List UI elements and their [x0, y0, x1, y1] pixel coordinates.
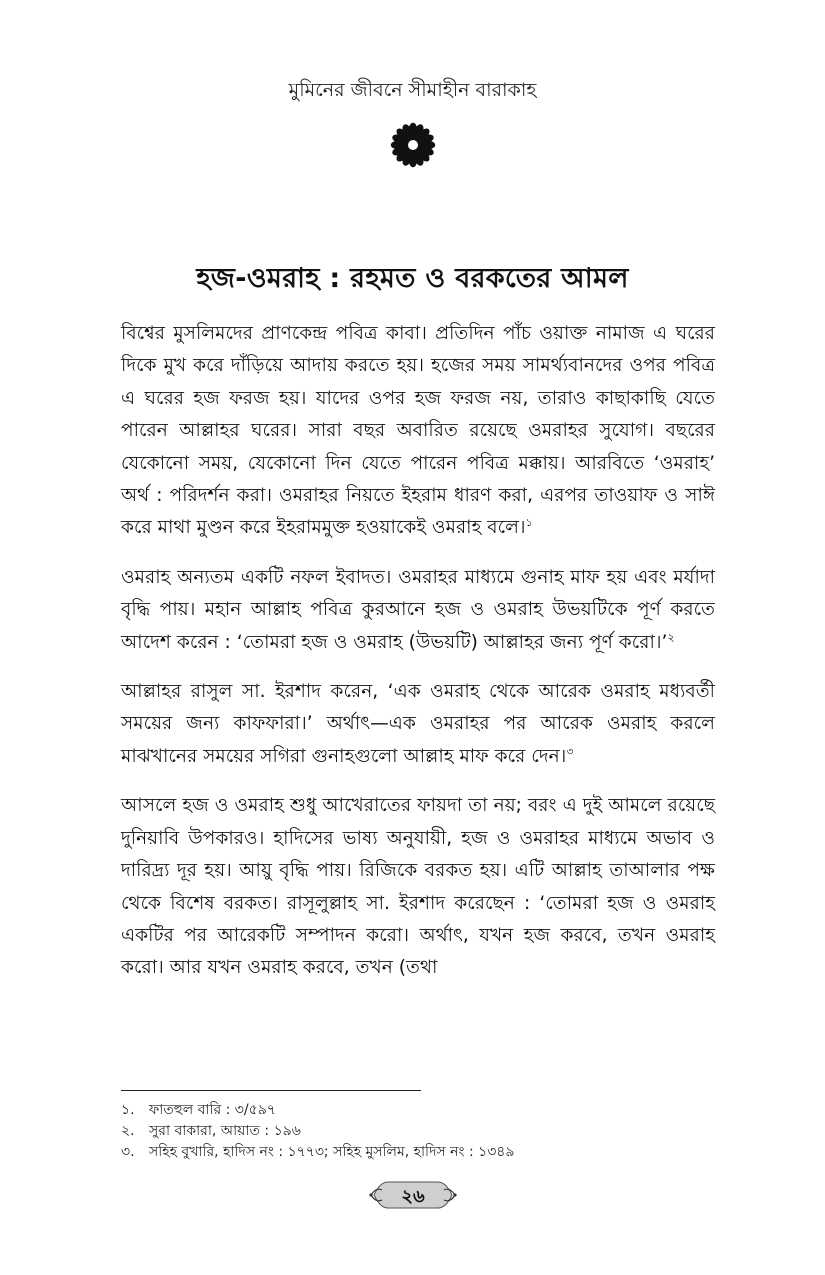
footnote-1: [121, 1100, 715, 1121]
footnote-number: ২.: [121, 1123, 135, 1139]
chapter-title: হজ-ওমরাহ : রহমত ও বরকতের আমল: [196, 263, 629, 294]
page-number: ২৬: [401, 1186, 425, 1207]
footnote-mark-1[interactable]: ১: [525, 516, 533, 530]
footnote-number: ৩.: [121, 1144, 135, 1160]
footnote-mark-3[interactable]: ৩: [566, 744, 574, 758]
footnote-number: ১.: [121, 1102, 135, 1118]
footnote-2: [121, 1121, 715, 1142]
footnote-rule: [121, 1090, 421, 1091]
footnote-3: [121, 1142, 715, 1163]
page-number-frame: [368, 1178, 458, 1212]
paragraph-3: আল্লাহর রাসুল সা. ইরশাদ করেন, ‘এক ওমরাহ থেকে আরেক ওমরাহ মধ্যবর্তী সময়ের জন্য কাফফারা।’ অর্থাৎ—এক ওমরাহর পর আরেক ওমরাহ করলে মাঝখানের সময়ের সগিরা গুনাহগুলো আল্লাহ মাফ করে দেন।$^৩$: [121, 681, 715, 767]
body-text: [121, 318, 715, 1002]
footnote-text: সুরা বাকারা, আয়াত : ১৯৬: [149, 1123, 301, 1139]
paragraph-1: বিশ্বের মুসলিমদের প্রাণকেন্দ্র পবিত্র কাবা। প্রতিদিন পাঁচ ওয়াক্ত নামাজ এ ঘরের দিকে মুখ করে দাঁড়িয়ে আদায় করতে হয়। হজের সময় সামর্থ্যবানদের ওপর পবিত্র এ ঘরের হজ ফরজ হয়। যাদের ওপর হজ ফরজ নয়, তারাও কাছাকাছি যেতে পারেন আল্লাহর ঘরের। সারা বছর অবারিত রয়েছে ওমরাহর সুযোগ। বছরের যেকোনো সময়, যেকোনো দিন যেতে পারেন পবিত্র মক্কায়। আরবিতে ‘ওমরাহ’ অর্থ : পরিদর্শন করা। ওমরাহর নিয়তে ইহরাম ধারণ করা, এরপর তাওয়াফ ও সাঈ করে মাথা মুণ্ডন করে ইহরামমুক্ত হওয়াকেই ওমরাহ বলে।$^১$: [121, 323, 715, 539]
running-head: মুমিনের জীবনে সীমাহীন বারাকাহ: [288, 79, 537, 101]
flower-ornament-icon: [390, 122, 436, 168]
paragraph-4: আসলে হজ ও ওমরাহ শুধু আখেরাতের ফায়দা তা নয়; বরং এ দুই আমলে রয়েছে দুনিয়াবি উপকারও। হাদিসের ভাষ্য অনুযায়ী, হজ ও ওমরাহর মাধ্যমে অভাব ও দারিদ্র্য দূর হয়। আয়ু বৃদ্ধি পায়। রিজিকে বরকত হয়। এটি আল্লাহ তাআলার পক্ষ থেকে বিশেষ বরকত। রাসূলুল্লাহ সা. ইরশাদ করেছেন : ‘তোমরা হজ ও ওমরাহ একটির পর আরেকটি সম্পাদন করো। অর্থাৎ, যখন হজ করবে, তখন ওমরাহ করো। আর যখন ওমরাহ করবে, তখন (তথা: [121, 795, 715, 979]
footnote-mark-2[interactable]: ২: [667, 630, 675, 644]
footnote-text: ফাতহুল বারি : ৩/৫৯৭: [149, 1102, 276, 1118]
footnotes: [121, 1100, 715, 1163]
paragraph-2: ওমরাহ অন্যতম একটি নফল ইবাদত। ওমরাহর মাধ্যমে গুনাহ মাফ হয় এবং মর্যাদা বৃদ্ধি পায়। মহান আল্লাহ পবিত্র কুরআনে হজ ও ওমরাহ উভয়টিকে পূর্ণ করতে আদেশ করেন : ‘তোমরা হজ ও ওমরাহ (উভয়টি) আল্লাহর জন্য পূর্ণ করো।’$^২$: [121, 566, 715, 653]
footnote-text: সহিহ বুখারি, হাদিস নং : ১৭৭৩; সহিহ মুসলিম, হাদিস নং : ১৩৪৯: [149, 1144, 515, 1160]
